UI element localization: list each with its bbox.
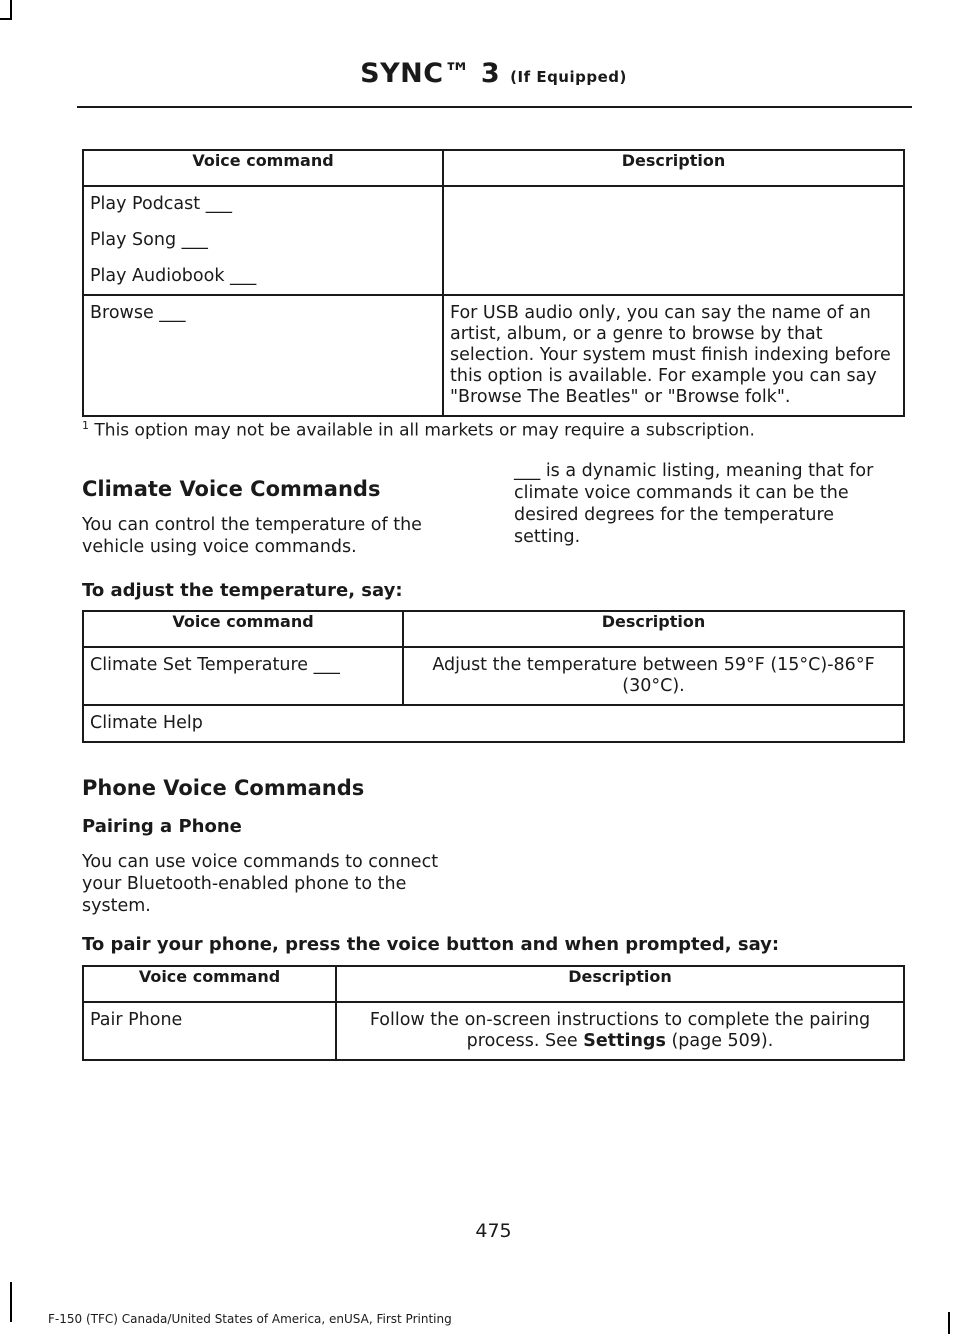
- description-cell: [336, 1002, 904, 1060]
- phone-intro: You can use voice commands to connect your Bluetooth-enabled phone to the system.: [82, 852, 439, 916]
- header-title: SYNC™ 3: [360, 58, 501, 89]
- climate-intro: You can control the temperature of the vehicle using voice commands.: [82, 515, 422, 557]
- settings-reference-link[interactable]: Settings: [583, 1031, 666, 1051]
- climate-note: ___ is a dynamic listing, meaning that for climate voice commands it can be the desired degrees for the temperature setting.: [514, 461, 874, 547]
- header-rule: [77, 106, 912, 108]
- voice-command: Play Audiobook ___: [90, 266, 257, 286]
- command-cell: [83, 186, 443, 295]
- column-header-command: Voice command: [83, 150, 443, 186]
- header-subtitle: (If Equipped): [510, 68, 627, 86]
- voice-command: Play Podcast ___: [90, 194, 232, 214]
- table-row: [83, 647, 904, 705]
- crop-mark-bottom-right: [948, 1312, 950, 1334]
- voice-command: Climate Set Temperature ___: [83, 647, 403, 705]
- voice-command: Climate Help: [83, 705, 904, 742]
- section-heading-climate: Climate Voice Commands: [82, 477, 381, 501]
- voice-command: Browse ___: [83, 295, 443, 416]
- description-text: Follow the on-screen instructions to complete the pairing process. See: [369, 1010, 871, 1051]
- page-number: 475: [475, 1220, 512, 1242]
- climate-instruction: To adjust the temperature, say:: [82, 580, 403, 601]
- subsection-heading-pairing: Pairing a Phone: [82, 816, 242, 837]
- description-cell: Adjust the temperature between 59°F (15°C)-86°F (30°C).: [403, 647, 904, 705]
- crop-mark-top-left: [0, 18, 12, 20]
- description-cell: For USB audio only, you can say the name of an artist, album, or a genre to browse by that selection. Your system must finish indexing before this option is available. For example you can say "Browse The Beatles" or "Browse folk".: [443, 295, 904, 416]
- voice-command: Pair Phone: [83, 1002, 336, 1060]
- table-row: [83, 1002, 904, 1060]
- column-header-description: Description: [336, 966, 904, 1002]
- section-heading-phone: Phone Voice Commands: [82, 776, 365, 800]
- column-header-description: Description: [443, 150, 904, 186]
- media-commands-table: [82, 149, 905, 417]
- table-row: [83, 186, 904, 295]
- imprint: F-150 (TFC) Canada/United States of America, enUSA, First Printing: [48, 1312, 452, 1326]
- footnote-marker: 1: [82, 419, 89, 432]
- phone-instruction: To pair your phone, press the voice button and when prompted, say:: [82, 934, 780, 955]
- column-header-command: Voice command: [83, 611, 403, 647]
- phone-commands-table: [82, 965, 905, 1061]
- crop-mark-top-left: [10, 0, 12, 18]
- climate-commands-table: [82, 610, 905, 743]
- footnote: [82, 419, 912, 441]
- description-cell: [443, 186, 904, 295]
- page-header: [0, 58, 960, 89]
- voice-command: Play Song ___: [90, 230, 208, 250]
- table-row: [83, 295, 904, 416]
- column-header-command: Voice command: [83, 966, 336, 1002]
- page-reference: (page 509).: [665, 1031, 774, 1051]
- crop-mark-bottom-left: [10, 1282, 12, 1322]
- table-row: [83, 705, 904, 742]
- column-header-description: Description: [403, 611, 904, 647]
- footnote-text: This option may not be available in all markets or may require a subscription.: [94, 420, 755, 441]
